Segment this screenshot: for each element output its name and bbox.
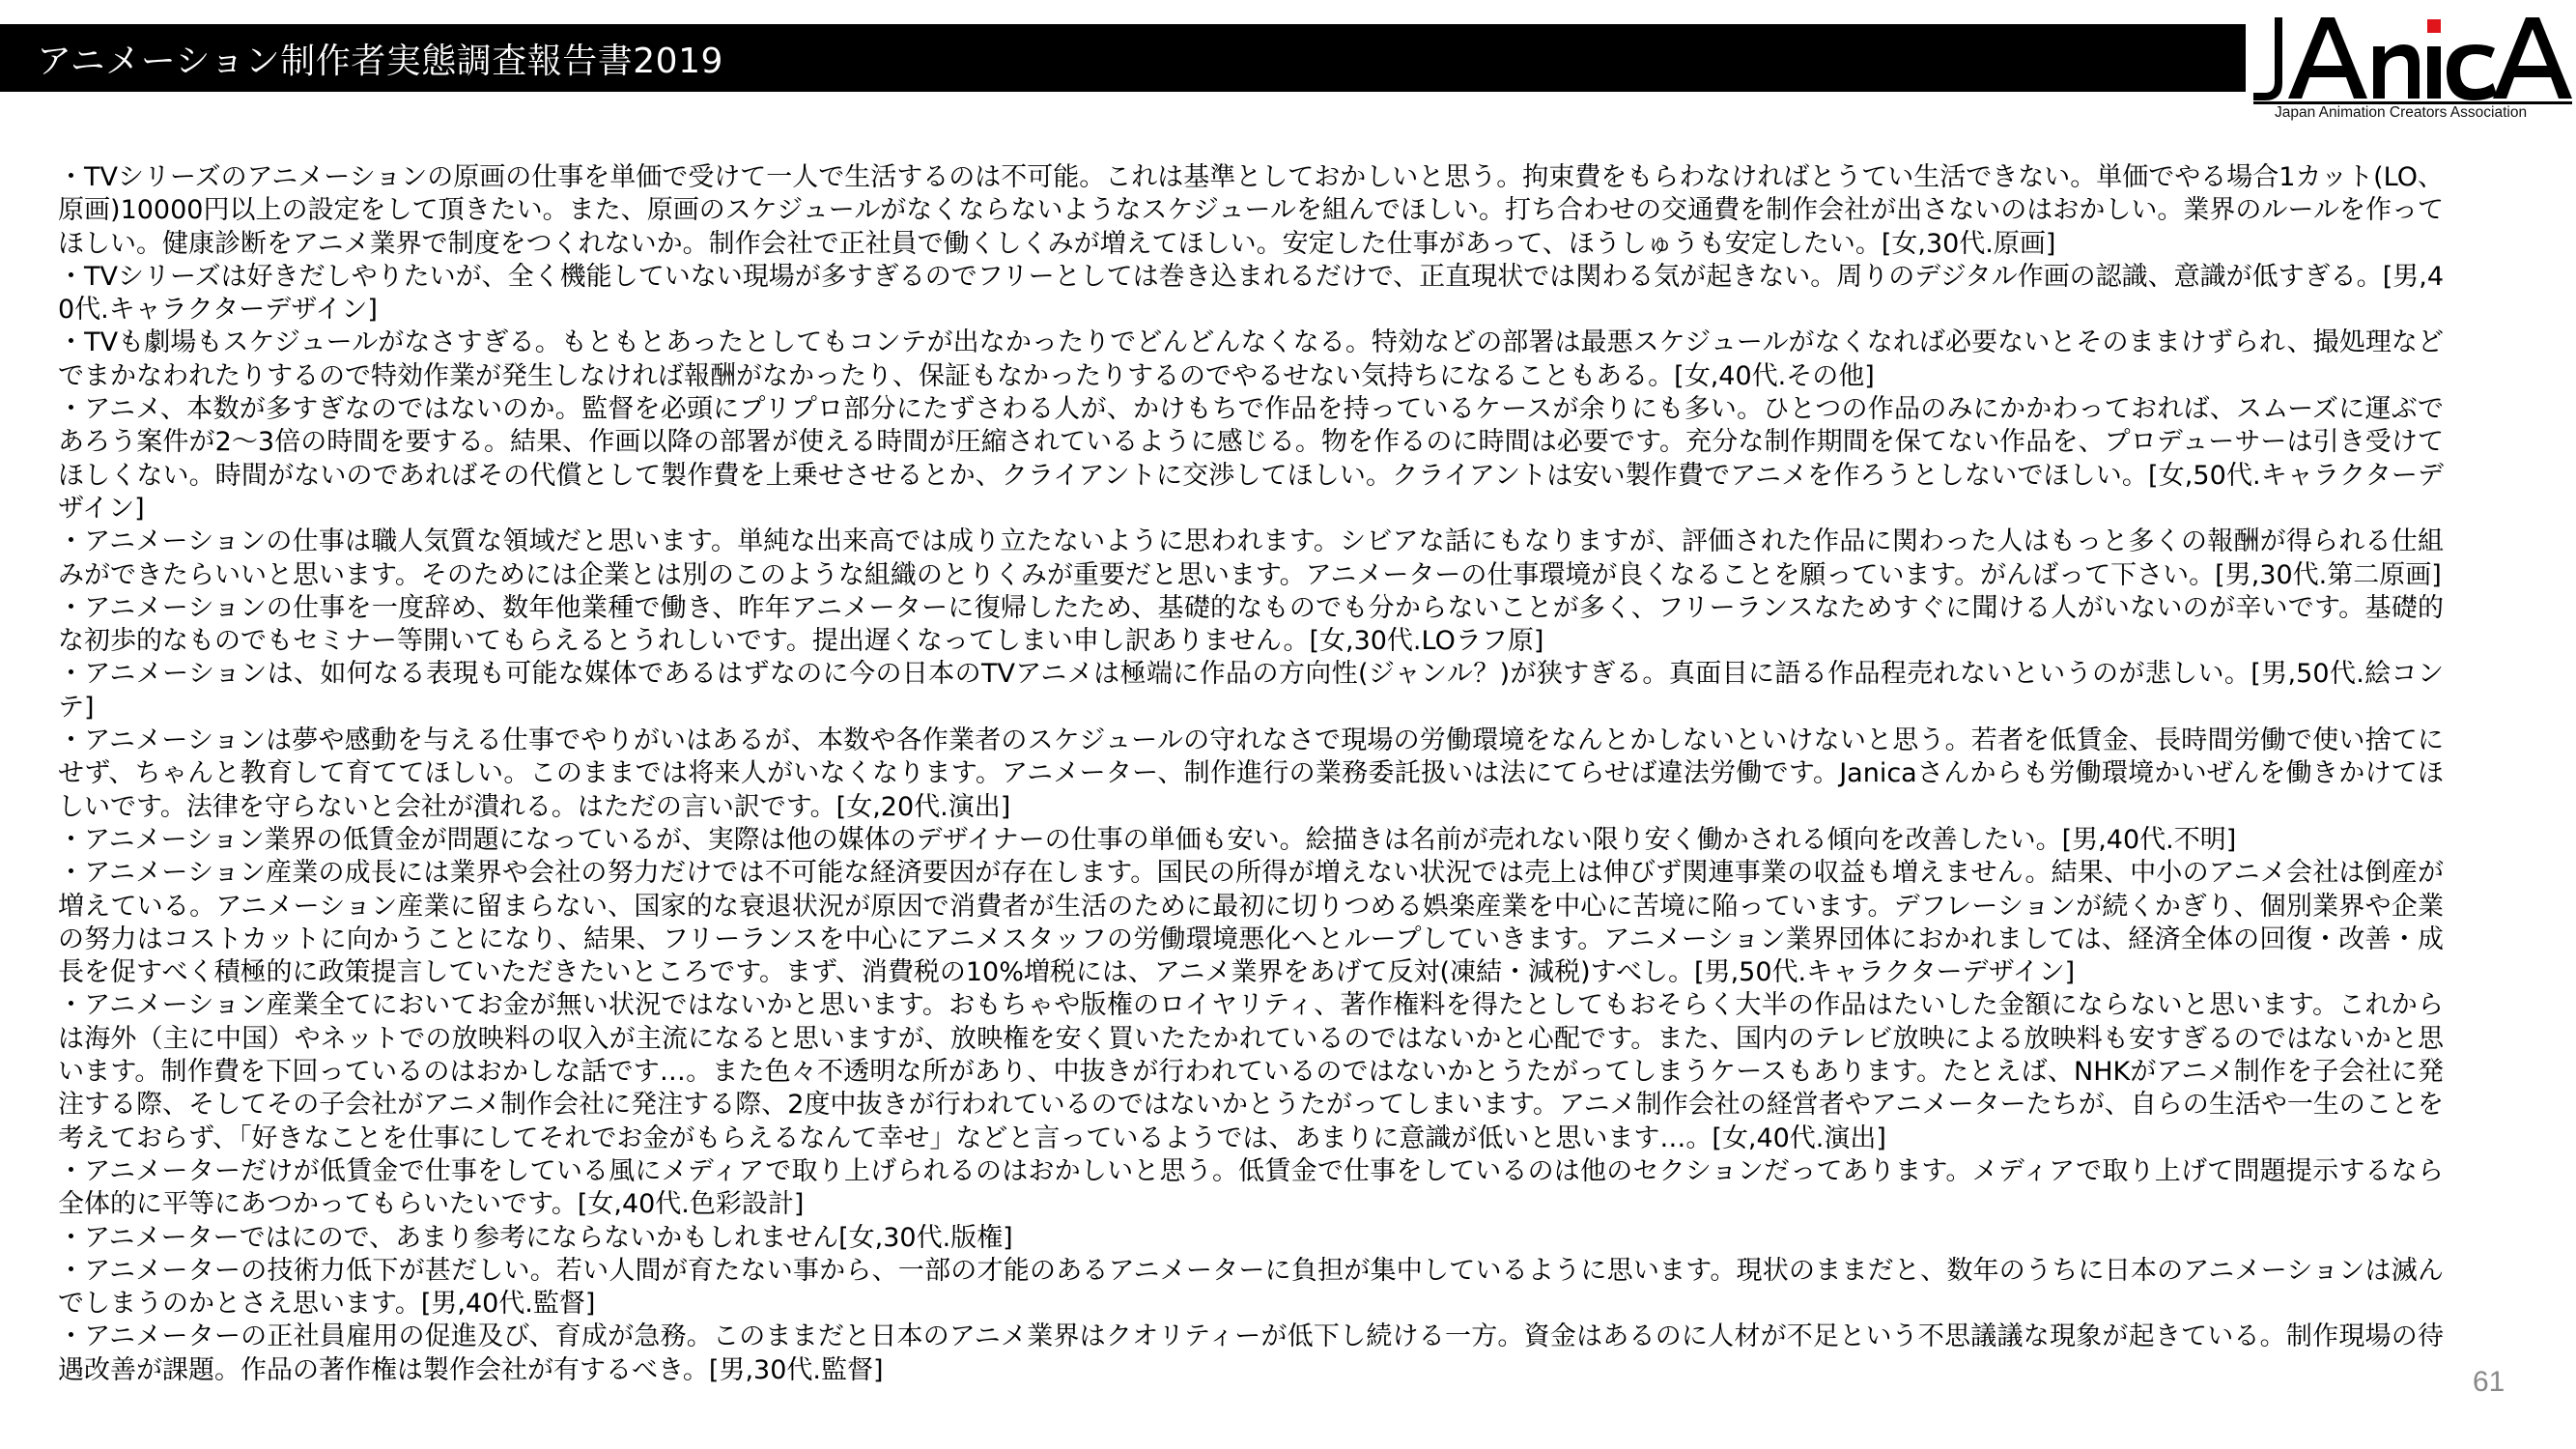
comment-item: ・アニメ、本数が多すぎなのではないのか。監督を必頭にプリプロ部分にたずさわる人が、かけもちで作品を持っているケースが余りにも多い。ひとつの作品のみにかかわっておれば、スムーズに運ぶであろう案件が2～3倍の時間を要する。結果、作画以降の部署が使える時間が圧縮されているように感じる。物を作るのに時間は必要です。充分な制作期間を保てない作品を、プロデューサーは引き受けてほしくない。時間がないのであればその代償として製作費を上乗せさせるとか、クライアントに交渉してほしい。クライアントは安い製作費でアニメを作ろうとしないでほしい。[女,50代.キャラクターデザイン] [58,394,2444,524]
comment-item: ・アニメーターではにので、あまり参考にならないかもしれません[女,30代.版権] [58,1222,1013,1253]
comment-item: ・TVも劇場もスケジュールがなさすぎる。もともとあったとしてもコンテが出なかったりでどんどんなくなる。特効などの部署は最悪スケジュールがなくなれば必要ないとそのままけずられ、撮処理などでまかなわれたりするので特効作業が発生しなければ報酬がなかったり、保証もなかったりするのでやるせない気持ちになることもある。[女,40代.その他] [58,327,2444,391]
comment-item: ・アニメーションの仕事は職人気質な領域だと思います。単純な出来高では成り立たないように思われます。シビアな話にもなりますが、評価された作品に関わった人はもっと多くの報酬が得られる仕組みができたらいいと思います。そのためには企業とは別のこのような組織のとりくみが重要だと思います。アニメーターの仕事環境が良くなることを願っています。がんばって下さい。[男,30代.第二原画] [58,526,2444,590]
comment-item: ・アニメーションは夢や感動を与える仕事でやりがいはあるが、本数や各作業者のスケジュールの守れなさで現場の労働環境をなんとかしないといけないと思う。若者を低賃金、長時間労働で使い捨てにせず、ちゃんと教育して育ててほしい。このままでは将来人がいなくなります。アニメーター、制作進行の業務委託扱いは法にてらせば違法労働です。Janicaさんからも労働環境かいぜんを働きかけてほしいです。法律を守らないと会社が潰れる。はただの言い訳です。[女,20代.演出] [58,725,2444,822]
janica-logo [2246,12,2576,128]
comment-item: ・TVシリーズは好きだしやりたいが、全く機能していない現場が多すぎるのでフリーとしては巻き込まれるだけで、正直現状では関わる気が起きない。周りのデジタル作画の認識、意識が低すぎる。[男,40代.キャラクターデザイン] [58,261,2444,326]
comment-item: ・アニメーションの仕事を一度辞め、数年他業種で働き、昨年アニメーターに復帰したため、基礎的なものでも分からないことが多く、フリーランスなためすぐに聞ける人がいないのが辛いです。基礎的な初歩的なものでもセミナー等開いてもらえるとうれしいです。提出遅くなってしまい申し訳ありません。[女,30代.LOラフ原] [58,592,2444,657]
logo-subtitle: Japan Animation Creators Association [2275,104,2528,121]
comment-item: ・アニメーション産業全てにおいてお金が無い状況ではないかと思います。おもちゃや版権のロイヤリティ、著作権料を得たとしてもおそらく大半の作品はたいした金額にならないと思います。これからは海外（主に中国）やネットでの放映料の収入が主流になると思いますが、放映権を安く買いたたかれているのではないかと心配です。また、国内のテレビ放映による放映料も安すぎるのではないかと思います。制作費を下回っているのはおかしな話です…。また色々不透明な所があり、中抜きが行われているのではないかとうたがってしまうケースもあります。たとえば、NHKがアニメ制作を子会社に発注する際、そしてその子会社がアニメ制作会社に発注する際、2度中抜きが行われているのではないかとうたがってしまいます。アニメ制作会社の経営者やアニメーターたちが、自らの生活や一生のことを考えておらず、「好きなことを仕事にしてそれでお金がもらえるなんて幸せ」などと言っているようでは、あまりに意識が低いと思います…。[女,40代.演出] [58,990,2444,1153]
comment-item: ・アニメーション業界の低賃金が問題になっているが、実際は他の媒体のデザイナーの仕事の単価も安い。絵描きは名前が売れない限り安く働かされる傾向を改善したい。[男,40代.不明] [58,824,2237,855]
comment-item: ・アニメーションは、如何なる表現も可能な媒体であるはずなのに今の日本のTVアニメは極端に作品の方向性(ジャンル？)が狭すぎる。真面目に語る作品程売れないというのが悲しい。[男,50代.絵コンテ] [58,659,2444,723]
comment-item: ・アニメーターの技術力低下が甚だしい。若い人間が育たない事から、一部の才能のあるアニメーターに負担が集中しているように思います。現状のままだと、数年のうちに日本のアニメーションは滅んでしまうのかとさえ思います。[男,40代.監督] [58,1255,2444,1320]
comment-item: ・アニメーション産業の成長には業界や会社の努力だけでは不可能な経済要因が存在します。国民の所得が増えない状況では売上は伸びず関連事業の収益も増えません。結果、中小のアニメ会社は倒産が増えている。アニメーション産業に留まらない、国家的な衰退状況が原因で消費者が生活のために最初に切りつめる娯楽産業を中心に苦境に陥っています。デフレーションが続くかぎり、個別業界や企業の努力はコストカットに向かうことになり、結果、フリーランスを中心にアニメスタッフの労働環境悪化へとループしていきます。アニメーション業界団体におかれましては、経済全体の回復・改善・成長を促すべく積極的に政策提言していただきたいところです。まず、消費税の10%増税には、アニメ業界をあげて反対(凍結・減税)すべし。[男,50代.キャラクターデザイン] [58,858,2444,988]
comment-item: ・アニメーターだけが低賃金で仕事をしている風にメディアで取り上げられるのはおかしいと思う。低賃金で仕事をしているのは他のセクションだってあります。メディアで取り上げて問題提示するなら全体的に平等にあつかってもらいたいです。[女,40代.色彩設計] [58,1155,2444,1220]
janica-logo-icon [2253,12,2572,104]
page-title: アニメーション制作者実態調査報告書2019 [37,41,723,81]
comment-list [58,161,2444,1387]
page-number: 61 [2473,1366,2505,1398]
comment-item: ・アニメーターの正社員雇用の促進及び、育成が急務。このままだと日本のアニメ業界はクオリティーが低下し続ける一方。資金はあるのに人材が不足という不思議議な現象が起きている。制作現場の待遇改善が課題。作品の著作権は製作会社が有するべき。[男,30代.監督] [58,1321,2444,1385]
header-bar [0,24,2246,92]
comment-item: ・TVシリーズのアニメーションの原画の仕事を単価で受けて一人で生活するのは不可能。これは基準としておかしいと思う。拘束費をもらわなければとうてい生活できない。単価でやる場合1カット(LO、原画)10000円以上の設定をして頂きたい。また、原画のスケジュールがなくならないようなスケジュールを組んでほしい。打ち合わせの交通費を制作会社が出さないのはおかしい。業界のルールを作ってほしい。健康診断をアニメ業界で制度をつくれないか。制作会社で正社員で働くしくみが増えてほしい。安定した仕事があって、ほうしゅうも安定したい。[女,30代.原画] [58,162,2445,259]
